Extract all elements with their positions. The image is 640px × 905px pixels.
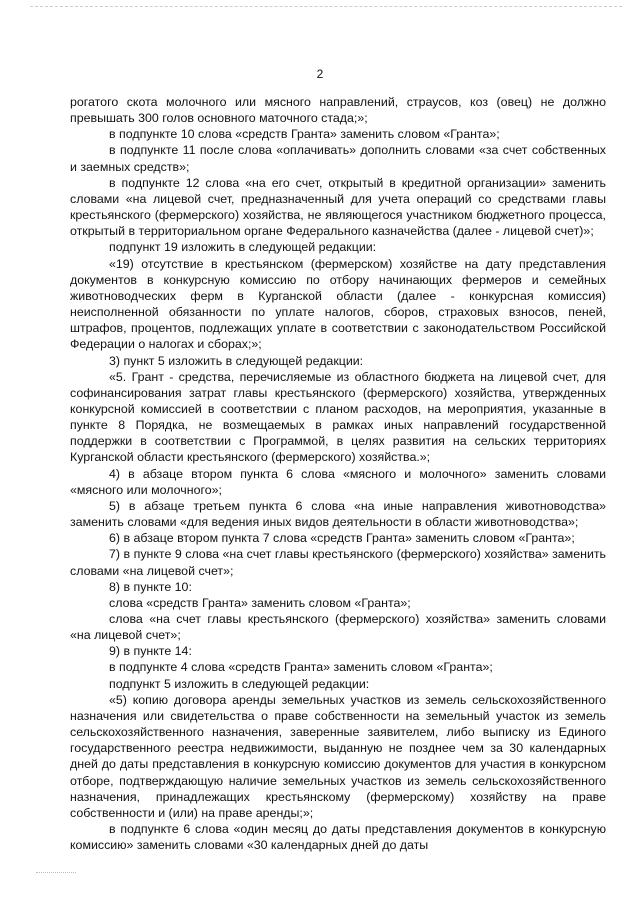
paragraph: 6) в абзаце втором пункта 7 слова «средств Гранта» заменить словом «Гранта»; xyxy=(109,531,575,546)
paragraph: рогатого скота молочного или мясного направлений, страусов, коз (овец) не должно превышать 300 голов основного маточного стада;»; xyxy=(70,95,606,126)
scan-edge-top xyxy=(30,6,622,9)
paragraph: подпункт 19 изложить в следующей редакции: xyxy=(109,240,377,255)
paragraph: 4) в абзаце втором пункта 6 слова «мясного и молочного» заменить словами «мясного или молочного»; xyxy=(70,466,606,497)
paragraph: в подпункте 12 слова «на его счет, открытый в кредитной организации» заменить словами «на лицевой счет, предназначенный для учета операций со средствами главы крестьянского (фермерского) хозяйства, не являющегося участником бюджетного процесса, открытый в территориальном органе Федерального казначейства (далее - лицевой счет)»; xyxy=(70,175,606,239)
document-body xyxy=(70,94,606,853)
scan-edge-bottom xyxy=(36,872,76,873)
paragraph: в подпункте 10 слова «средств Гранта» заменить словом «Гранта»; xyxy=(109,127,500,142)
paragraph: 9) в пункте 14: xyxy=(109,644,192,659)
paragraph: в подпункте 11 после слова «оплачивать» дополнить словами «за счет собственных и заемных средств»; xyxy=(70,143,606,174)
paragraph: «5. Грант - средства, перечисляемые из областного бюджета на лицевой счет, для софинансирования затрат главы крестьянского (фермерского) хозяйства, утвержденных конкурсной комиссией в соответствии с планом расходов, на мероприятия, указанные в пункте 8 Порядка, не возмещаемых в рамках иных направлений государственной поддержки в соответствии с Программой, в целях развития на сельских территориях Курганской области крестьянского (фермерского) хозяйства.»; xyxy=(70,369,606,465)
paragraph: слова «на счет главы крестьянского (фермерского) хозяйства» заменить словами «на лицевой счет»; xyxy=(70,612,606,643)
paragraph: в подпункте 4 слова «средств Гранта» заменить словом «Гранта»; xyxy=(109,660,493,675)
paragraph: слова «средств Гранта» заменить словом «Гранта»; xyxy=(109,595,411,610)
paragraph: 8) в пункте 10: xyxy=(109,579,192,594)
paragraph: «19) отсутствие в крестьянском (фермерском) хозяйстве на дату представления документов в конкурсную комиссию по отбору начинающих фермеров и семейных животноводческих ферм в Курганской области (далее - конкурсная комиссия) неисполненной обязанности по уплате налогов, сборов, страховых взносов, пеней, штрафов, процентов, подлежащих уплате в соответствии с законодательством Российской Федерации о налогах и сборах;»; xyxy=(70,256,606,352)
page-number: 2 xyxy=(316,67,324,81)
paragraph: «5) копию договора аренды земельных участков из земель сельскохозяйственного назначения или свидетельства о праве собственности на земельный участок из земель сельскохозяйственного назначения, заверенные заявителем, либо выписку из Единого государственного реестра недвижимости, выданную не позднее чем за 30 календарных дней до даты представления в конкурсную комиссию документов для участия в конкурсном отборе, подтверждающую наличие земельных участков из земель сельскохозяйственного назначения, принадлежащих крестьянскому (фермерскому) хозяйству на праве собственности и (или) на праве аренды;»; xyxy=(70,692,606,820)
paragraph: 3) пункт 5 изложить в следующей редакции: xyxy=(109,353,364,368)
paragraph: в подпункте 6 слова «один месяц до даты представления документов в конкурсную комиссию» заменить словами «30 календарных дней до даты xyxy=(70,822,606,853)
paragraph: 7) в пункте 9 слова «на счет главы крестьянского (фермерского) хозяйства» заменить словами «на лицевой счет»; xyxy=(70,547,606,578)
paragraph: подпункт 5 изложить в следующей редакции: xyxy=(109,676,370,691)
paragraph: 5) в абзаце третьем пункта 6 слова «на иные направления животноводства» заменить словами «для ведения иных видов деятельности в области животноводства»; xyxy=(70,498,606,530)
